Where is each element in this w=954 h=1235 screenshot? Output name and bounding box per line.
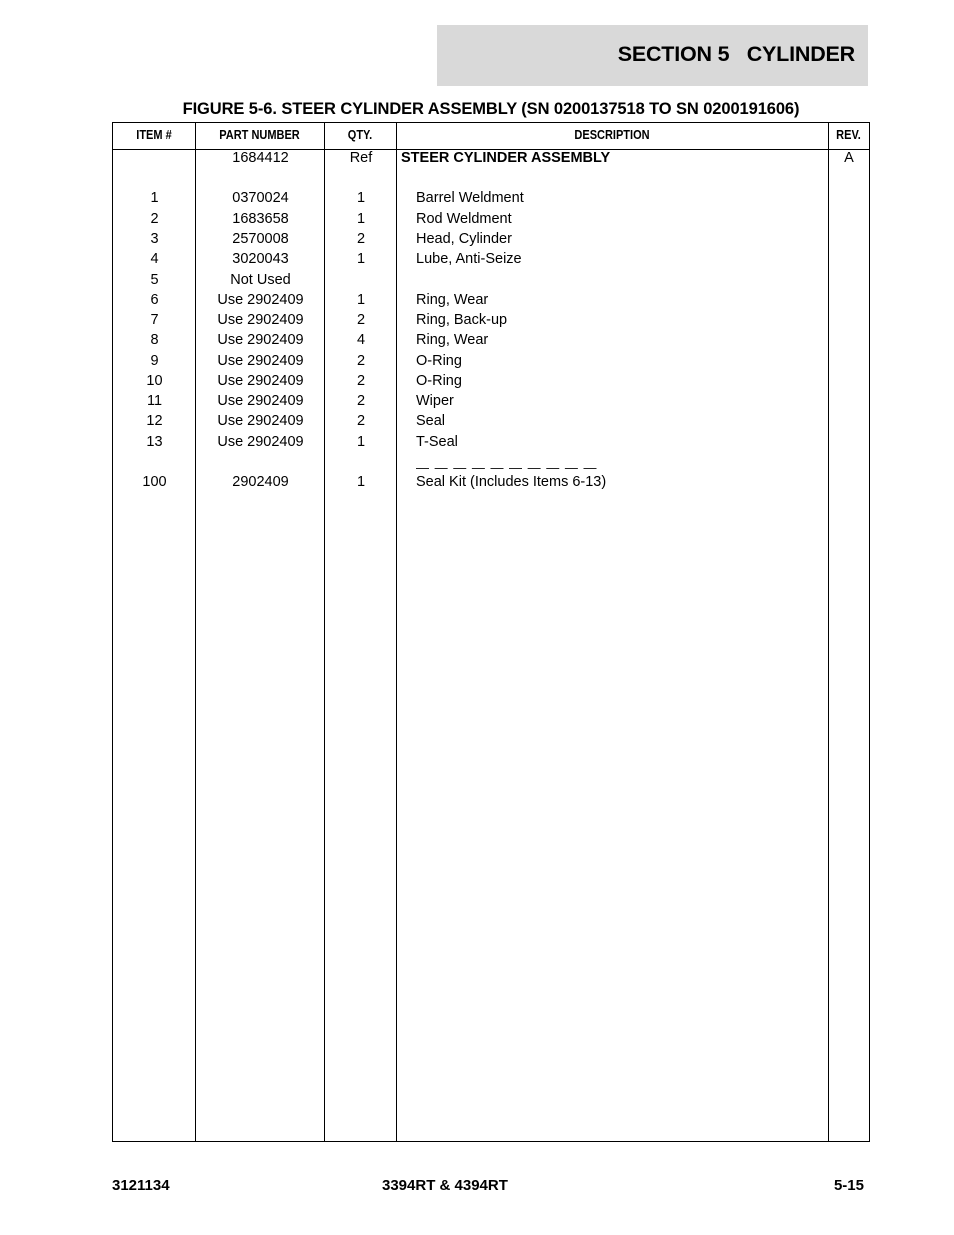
footer-page-number: 5-15: [833, 1177, 864, 1194]
table-row: [113, 393, 869, 413]
part-number: Use 2902409: [217, 393, 304, 409]
description: Wiper: [416, 393, 454, 409]
quantity: 1: [356, 434, 366, 450]
item-number: 1: [150, 190, 159, 206]
header-description: DESCRIPTION: [574, 128, 650, 142]
item-number: 11: [146, 393, 163, 409]
table-row: [113, 434, 869, 454]
description: STEER CYLINDER ASSEMBLY: [401, 150, 611, 166]
part-number: Use 2902409: [217, 292, 304, 308]
revision: A: [844, 150, 854, 166]
item-number: 8: [150, 332, 159, 348]
footer-doc-number: 3121134: [112, 1177, 170, 1194]
item-number: 3: [150, 231, 159, 247]
separator-dashes: — — — — — — — — — —: [416, 460, 598, 475]
quantity: 1: [356, 474, 366, 490]
part-number: 0370024: [232, 190, 289, 206]
table-row: [113, 272, 869, 292]
item-number: 9: [150, 353, 159, 369]
part-number: Use 2902409: [217, 332, 304, 348]
part-number: Use 2902409: [217, 312, 304, 328]
table-row: [113, 332, 869, 352]
quantity: 1: [356, 190, 366, 206]
header-rev: REV.: [836, 128, 861, 142]
table-row: [113, 190, 869, 210]
part-number: Use 2902409: [217, 434, 304, 450]
header-part-number: PART NUMBER: [219, 128, 300, 142]
header-item: ITEM #: [136, 128, 172, 142]
description: Ring, Back-up: [416, 312, 508, 328]
table-row: [113, 413, 869, 433]
description: Lube, Anti-Seize: [416, 251, 522, 267]
part-number: 1683658: [232, 211, 289, 227]
section-banner: [437, 25, 868, 86]
description: T-Seal: [416, 434, 458, 450]
quantity: 2: [356, 312, 366, 328]
table-row: [113, 373, 869, 393]
footer-models: 3394RT & 4394RT: [382, 1177, 508, 1194]
table-row: [113, 211, 869, 231]
part-number: 3020043: [232, 251, 289, 267]
description: Seal: [416, 413, 446, 429]
part-number: Use 2902409: [217, 353, 304, 369]
part-number: Use 2902409: [217, 413, 304, 429]
description: Seal Kit (Includes Items 6-13): [416, 474, 607, 490]
quantity: 2: [356, 413, 366, 429]
part-number: Use 2902409: [217, 373, 304, 389]
item-number: 10: [146, 373, 163, 389]
item-number: 6: [150, 292, 159, 308]
description: Head, Cylinder: [416, 231, 512, 247]
description: Barrel Weldment: [416, 190, 524, 206]
quantity: 1: [356, 292, 366, 308]
quantity: 2: [356, 393, 366, 409]
header-qty: QTY.: [347, 128, 373, 142]
item-number: 12: [146, 413, 163, 429]
table-row: [113, 292, 869, 312]
quantity: Ref: [349, 150, 373, 166]
parts-table: [112, 122, 870, 1142]
quantity: 2: [356, 353, 366, 369]
assembly-row: [113, 150, 869, 170]
figure-title: FIGURE 5-6. STEER CYLINDER ASSEMBLY (SN 0200137518 TO SN 0200191606): [182, 100, 800, 118]
description: O-Ring: [416, 353, 462, 369]
quantity: 1: [356, 251, 366, 267]
table-row: [113, 251, 869, 271]
item-number: 5: [150, 272, 159, 288]
quantity: 1: [356, 211, 366, 227]
table-row: [113, 353, 869, 373]
item-number: 7: [150, 312, 159, 328]
table-row: [113, 312, 869, 332]
part-number: Not Used: [230, 272, 291, 288]
description: Ring, Wear: [416, 332, 489, 348]
part-number: 1684412: [232, 150, 289, 166]
quantity: 2: [356, 231, 366, 247]
description: O-Ring: [416, 373, 462, 389]
description: Rod Weldment: [416, 211, 512, 227]
description: Ring, Wear: [416, 292, 489, 308]
part-number: 2570008: [232, 231, 289, 247]
quantity: 4: [356, 332, 366, 348]
item-number: 13: [146, 434, 163, 450]
part-number: 2902409: [232, 474, 289, 490]
item-number: 100: [142, 474, 167, 490]
item-number: 2: [150, 211, 159, 227]
kit-row: [113, 474, 869, 494]
table-row: [113, 231, 869, 251]
section-title: SECTION 5 CYLINDER: [617, 42, 855, 66]
item-number: 4: [150, 251, 159, 267]
quantity: 2: [356, 373, 366, 389]
